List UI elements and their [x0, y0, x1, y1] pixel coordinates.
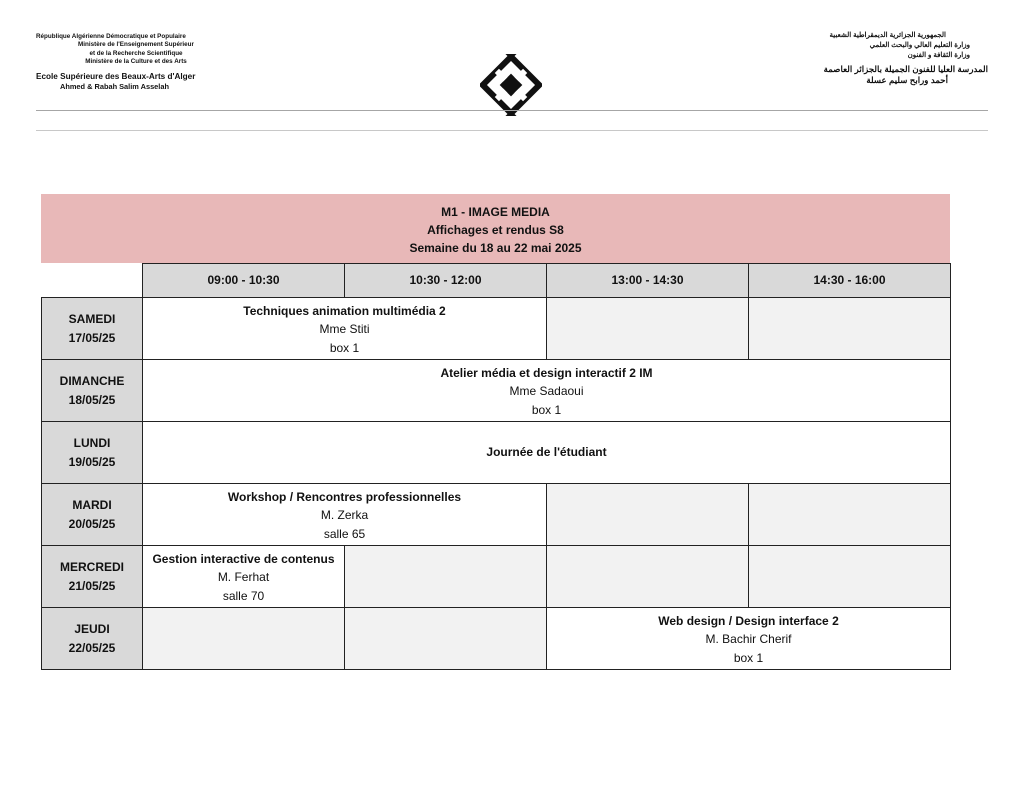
- school-name-fr: Ecole Supérieure des Beaux-Arts d'Alger: [36, 71, 196, 81]
- time-slot-3: 13:00 - 14:30: [547, 264, 749, 298]
- course-title: Gestion interactive de contenus: [152, 551, 335, 566]
- day-cell-lundi: [42, 422, 143, 484]
- course-title: Workshop / Rencontres professionnelles: [227, 489, 462, 504]
- session-dimanche: [143, 360, 951, 422]
- schedule-row-mercredi: [42, 546, 951, 608]
- header-divider-secondary: [36, 130, 988, 131]
- letterhead-left: [36, 33, 236, 91]
- day-date: 20/05/25: [68, 516, 116, 531]
- course-room: salle 70: [222, 588, 265, 603]
- empty-slot: [547, 546, 749, 608]
- day-cell-dimanche: [42, 360, 143, 422]
- course-room: box 1: [531, 402, 562, 417]
- day-date: 22/05/25: [68, 640, 116, 655]
- session-mercredi: [143, 546, 345, 608]
- day-date: 19/05/25: [68, 454, 116, 469]
- day-cell-jeudi: [42, 608, 143, 670]
- course-teacher: Mme Sadaoui: [509, 384, 584, 399]
- day-name: MERCREDI: [59, 560, 124, 574]
- day-cell-samedi: [42, 298, 143, 360]
- day-name: SAMEDI: [68, 312, 116, 326]
- ministry-culture-ar: وزارة الثقافة و الفنون: [907, 52, 970, 59]
- program-title: M1 - IMAGE MEDIA: [441, 205, 550, 219]
- course-room: salle 65: [323, 526, 366, 541]
- day-name: JEUDI: [74, 622, 110, 636]
- schedule-table: [41, 263, 951, 670]
- course-room: box 1: [329, 340, 360, 355]
- day-name: LUNDI: [73, 436, 111, 450]
- empty-slot: [345, 546, 547, 608]
- course-teacher: M. Ferhat: [217, 570, 270, 585]
- schedule-row-mardi: [42, 484, 951, 546]
- ministry-research: et de la Recherche Scientifique: [89, 49, 183, 57]
- student-day-event: Journée de l'étudiant: [143, 422, 951, 484]
- schedule-banner: [41, 194, 950, 263]
- ministry-culture: Ministère de la Culture et des Arts: [85, 58, 187, 66]
- school-names-ar: أحمد ورابح سليم عسلة: [866, 75, 948, 85]
- republic-line: République Algérienne Démocratique et Populaire: [36, 33, 186, 40]
- republic-line-ar: الجمهورية الجزائرية الديمقراطية الشعبية: [829, 32, 946, 39]
- empty-slot: [547, 484, 749, 546]
- session-jeudi: [547, 608, 951, 670]
- empty-slot: [749, 484, 951, 546]
- day-date: 21/05/25: [68, 578, 116, 593]
- schedule-row-samedi: [42, 298, 951, 360]
- course-teacher: Mme Stiti: [319, 322, 370, 337]
- day-date: 17/05/25: [68, 330, 116, 345]
- school-logo-icon: [480, 54, 542, 116]
- time-slot-4: 14:30 - 16:00: [749, 264, 951, 298]
- ministry-higher-education-ar: وزارة التعليم العالي والبحث العلمي: [869, 42, 970, 49]
- empty-slot: [143, 608, 345, 670]
- corner-cell: [42, 264, 143, 298]
- session-mardi: [143, 484, 547, 546]
- schedule-row-lundi: [42, 422, 951, 484]
- schedule-week: Semaine du 18 au 22 mai 2025: [409, 241, 582, 255]
- time-slot-2: 10:30 - 12:00: [345, 264, 547, 298]
- time-slot-1: 09:00 - 10:30: [143, 264, 345, 298]
- school-names-fr: Ahmed & Rabah Salim Asselah: [60, 81, 169, 91]
- empty-slot: [547, 298, 749, 360]
- course-title: Techniques animation multimédia 2: [243, 303, 446, 318]
- course-teacher: M. Bachir Cherif: [705, 632, 792, 647]
- day-name: MARDI: [72, 498, 112, 512]
- course-room: box 1: [733, 650, 764, 665]
- schedule-row-jeudi: [42, 608, 951, 670]
- schedule-subtitle: Affichages et rendus S8: [427, 223, 564, 237]
- time-header-row: [42, 264, 951, 298]
- day-date: 18/05/25: [68, 392, 116, 407]
- day-cell-mercredi: [42, 546, 143, 608]
- school-name-ar: المدرسة العليا للفنون الجميلة بالجزائر العاصمة: [823, 64, 988, 74]
- header-divider: [36, 110, 988, 111]
- letterhead-right: [798, 31, 988, 86]
- empty-slot: [345, 608, 547, 670]
- day-name: DIMANCHE: [59, 374, 125, 388]
- course-title: Web design / Design interface 2: [658, 613, 839, 628]
- course-title: Atelier média et design interactif 2 IM: [440, 365, 653, 380]
- course-teacher: M. Zerka: [320, 508, 369, 523]
- schedule-row-dimanche: [42, 360, 951, 422]
- empty-slot: [749, 298, 951, 360]
- session-samedi: [143, 298, 547, 360]
- ministry-higher-education: Ministère de l'Enseignement Supérieur: [78, 41, 194, 49]
- empty-slot: [749, 546, 951, 608]
- day-cell-mardi: [42, 484, 143, 546]
